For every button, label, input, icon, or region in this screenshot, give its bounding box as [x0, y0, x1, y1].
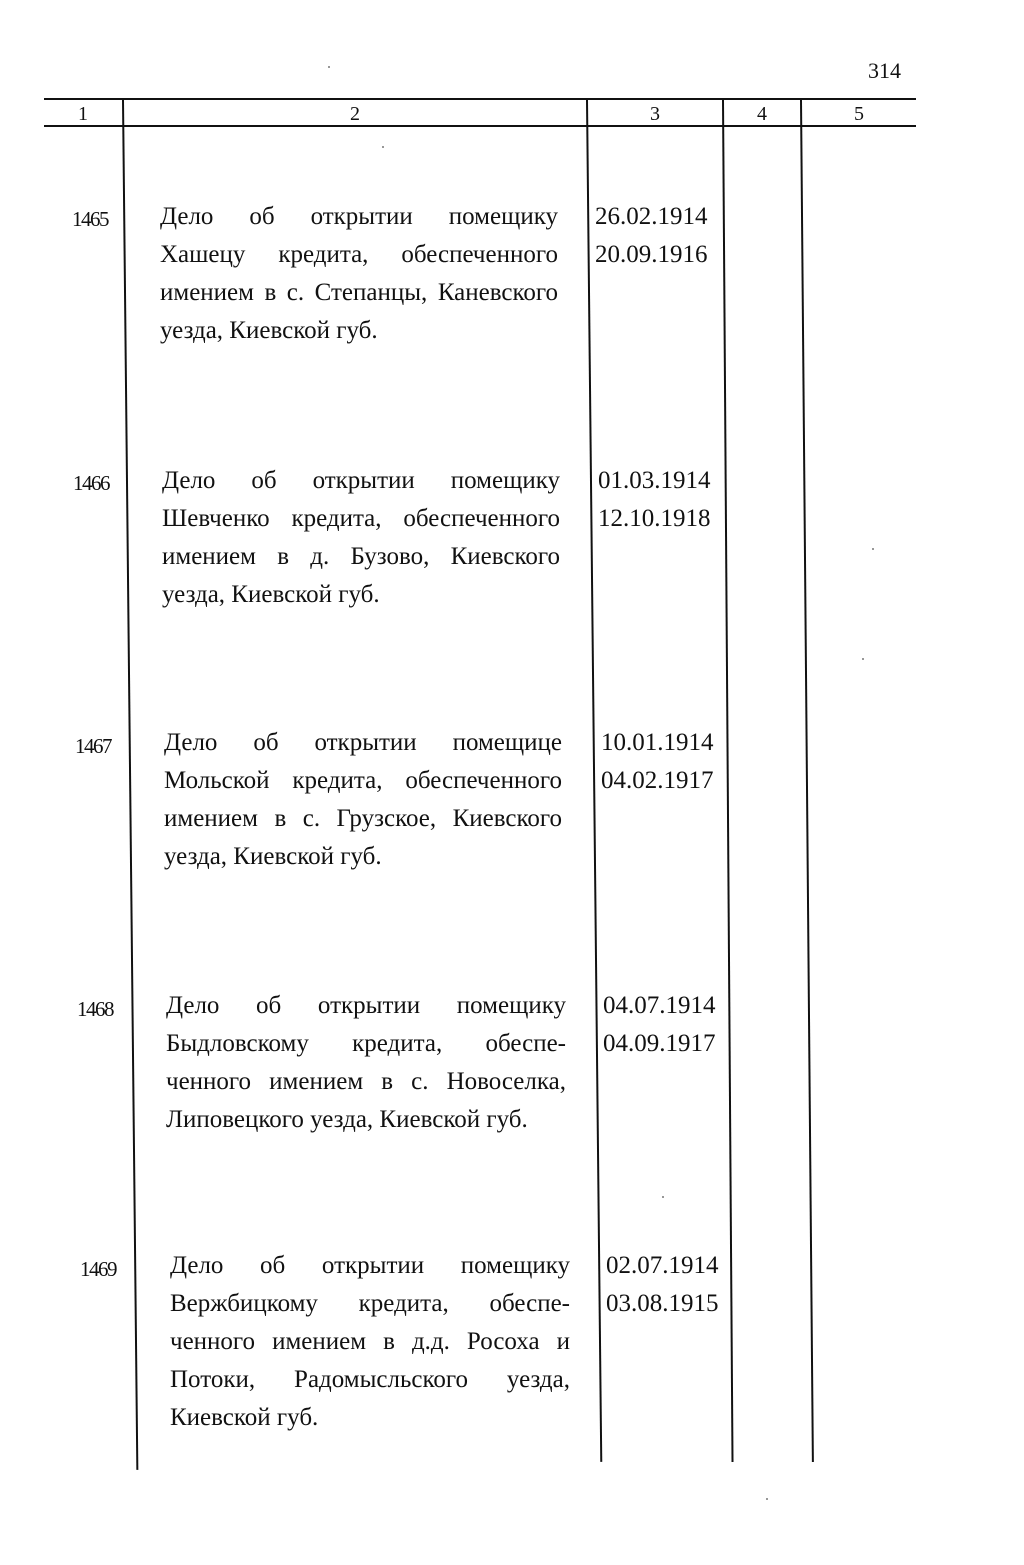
row-description: Дело об открытии помещице Мольской кредита, обеспеченного имением в с. Грузское, Киевского уезда, Киевской губ. [164, 729, 562, 870]
row-description: Дело об открытии помещику Шевченко кредита, обеспеченного имением в д. Бузово, Киевского уезда, Киевской губ. [162, 467, 560, 608]
column-header-4: 4 [757, 103, 767, 125]
column-rule-4 [800, 100, 814, 1462]
row-date-end: 04.02.1917 [601, 767, 714, 794]
column-rule-3 [722, 100, 734, 1462]
row-date-start: 01.03.1914 [598, 467, 711, 494]
row-date-start: 10.01.1914 [601, 729, 714, 756]
scan-speck [862, 658, 864, 660]
row-date-start: 02.07.1914 [606, 1252, 719, 1279]
column-header-1: 1 [78, 103, 88, 125]
row-description: Дело об открытии помещику Вержбицкому кредита, обеспе-ченного имением в д.д. Росоха и Потоки, Радомысльского уезда, Киевской губ. [170, 1252, 570, 1431]
row-date-end: 12.10.1918 [598, 505, 711, 532]
page-number: 314 [868, 58, 901, 83]
row-number: 1466 [73, 471, 109, 495]
scan-speck [766, 1498, 768, 1500]
row-description: Дело об открытии помещику Быдловскому кредита, обеспе-ченного имением в с. Новоселка, Липовецкого уезда, Киевской губ. [166, 992, 566, 1133]
table-top-rule [44, 98, 916, 100]
row-date-end: 04.09.1917 [603, 1030, 716, 1057]
scan-speck [872, 548, 874, 550]
row-description: Дело об открытии помещику Хашецу кредита, обеспеченного имением в с. Степанцы, Каневского уезда, Киевской губ. [160, 203, 558, 344]
column-rule-1 [122, 100, 138, 1470]
scan-speck [662, 1196, 664, 1198]
row-number: 1468 [77, 997, 113, 1021]
column-header-5: 5 [854, 103, 864, 125]
row-date-start: 04.07.1914 [603, 992, 716, 1019]
scan-speck [382, 146, 384, 148]
scan-speck [328, 66, 330, 68]
row-number: 1469 [80, 1257, 116, 1281]
row-date-end: 20.09.1916 [595, 241, 708, 268]
column-header-3: 3 [650, 103, 660, 125]
column-rule-2 [586, 100, 602, 1462]
row-number: 1467 [75, 734, 111, 758]
row-date-end: 03.08.1915 [606, 1290, 719, 1317]
row-number: 1465 [72, 207, 108, 231]
row-date-start: 26.02.1914 [595, 203, 708, 230]
column-header-2: 2 [350, 103, 360, 125]
